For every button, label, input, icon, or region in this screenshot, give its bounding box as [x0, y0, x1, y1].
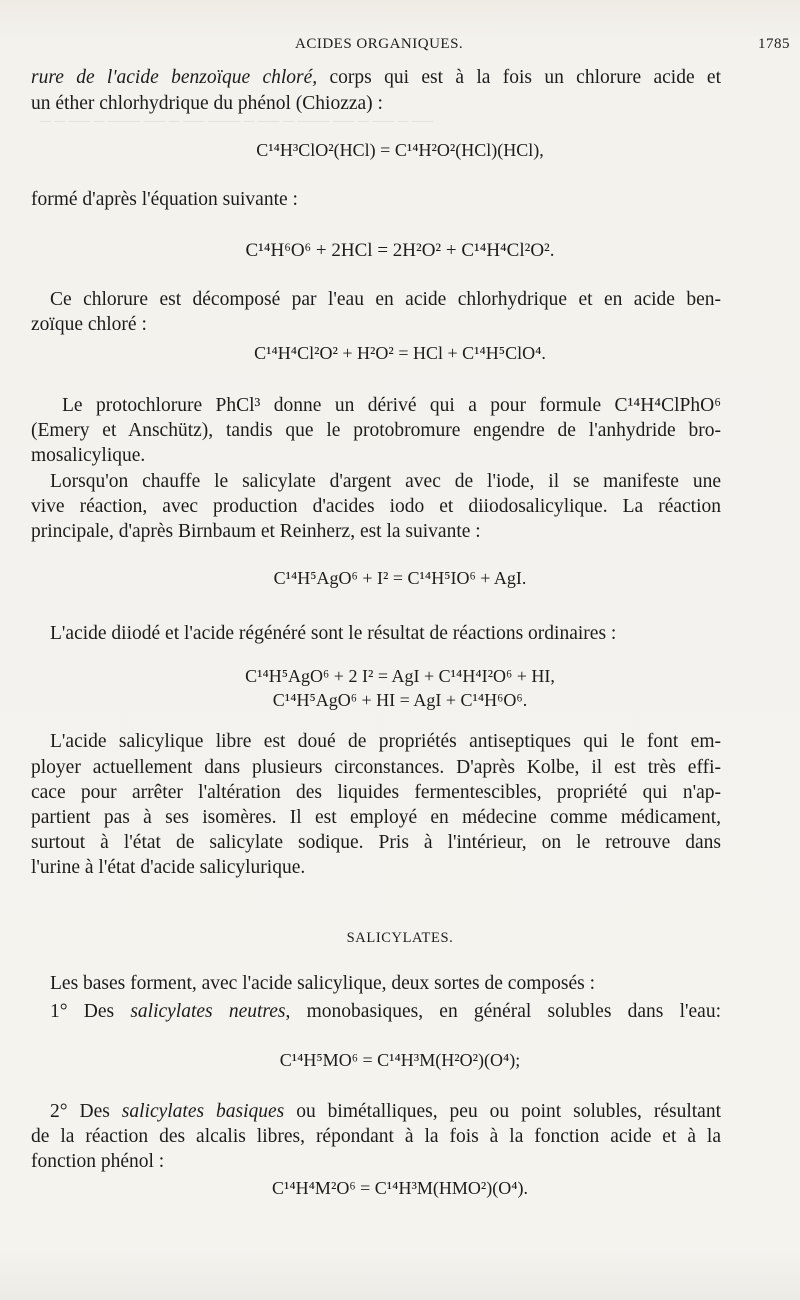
paragraph-line: (Emery et Anschütz), tandis que le protobromure engendre de l'anhydride bro-: [31, 420, 721, 441]
running-title: ACIDES ORGANIQUES.: [295, 36, 464, 52]
equation: C¹⁴H⁴M²O⁶ = C¹⁴H³M(HMO²)(O⁴).: [271, 1178, 528, 1198]
paragraph-line: fonction phénol :: [31, 1151, 165, 1172]
paragraph-line: zoïque chloré :: [31, 314, 147, 335]
paragraph-line: formé d'après l'équation suivante :: [31, 189, 298, 210]
equation: C¹⁴H⁶O⁶ + 2HCl = 2H²O² + C¹⁴H⁴Cl²O².: [245, 240, 555, 261]
section-title: SALICYLATES.: [346, 930, 454, 946]
page-number: 1785: [758, 36, 790, 52]
paragraph-line: Ce chlorure est décomposé par l'eau en acide chlorhydrique et en acide ben-: [50, 289, 721, 310]
paragraph-line: partient pas à ses isomères. Il est employé en médecine comme médicament,: [31, 807, 721, 828]
paragraph-line: Les bases forment, avec l'acide salicylique, deux sortes de composés :: [50, 973, 596, 994]
paragraph-line: principale, d'après Birnbaum et Reinherz, est la suivante :: [31, 521, 481, 542]
paragraph-line: 2° Des salicylates basiques ou bimétalliques, peu ou point solubles, résultant: [50, 1101, 721, 1122]
equation: C¹⁴H⁵AgO⁶ + HI = AgI + C¹⁴H⁶O⁶.: [272, 690, 528, 710]
equation: C¹⁴H³ClO²(HCl) = C¹⁴H²O²(HCl)(HCl),: [256, 140, 544, 160]
paragraph-line: L'acide salicylique libre est doué de propriétés antiseptiques qui le font em-: [50, 731, 721, 752]
paragraph-line: Le protochlorure PhCl³ donne un dérivé qui a pour formule C¹⁴H⁴ClPhO⁶: [62, 395, 721, 416]
paragraph-line: surtout à l'état de salicylate sodique. Pris à l'intérieur, on le retrouve dans: [31, 832, 721, 853]
paragraph-line: 1° Des salicylates neutres, monobasiques, en général solubles dans l'eau:: [50, 1001, 721, 1022]
equation: C¹⁴H⁴Cl²O² + H²O² = HCl + C¹⁴H⁵ClO⁴.: [254, 343, 546, 363]
paragraph-line: vive réaction, avec production d'acides iodo et diiodosalicylique. La réaction: [31, 496, 721, 517]
paragraph-line: Lorsqu'on chauffe le salicylate d'argent avec de l'iode, il se manifeste une: [50, 471, 721, 492]
paragraph-line: de la réaction des alcalis libres, répondant à la fois à la fonction acide et à la: [31, 1126, 721, 1147]
paragraph-line: ployer actuellement dans plusieurs circonstances. D'après Kolbe, il est très effi-: [31, 757, 721, 778]
equation: C¹⁴H⁵AgO⁶ + I² = C¹⁴H⁵IO⁶ + AgI.: [273, 568, 527, 588]
paragraph-line: rure de l'acide benzoïque chloré, corps qui est à la fois un chlorure acide et: [31, 67, 722, 88]
paragraph-line: un éther chlorhydrique du phénol (Chiozza) :: [31, 93, 383, 114]
paragraph-line: mosalicylique.: [31, 445, 146, 466]
paragraph-line: L'acide diiodé et l'acide régénéré sont le résultat de réactions ordinaires :: [50, 623, 617, 644]
equation: C¹⁴H⁵MO⁶ = C¹⁴H³M(H²O²)(O⁴);: [279, 1050, 521, 1070]
show-through-texture: ─ ─ ── ─ ─── ── ─ ── ─── ─ ── ─ ─── ── ─ ── ─ ──: [40, 114, 434, 130]
running-header: [30, 36, 790, 56]
equation: C¹⁴H⁵AgO⁶ + 2 I² = AgI + C¹⁴H⁴I²O⁶ + HI,: [245, 666, 555, 686]
paragraph-line: l'urine à l'état d'acide salicylurique.: [31, 857, 306, 878]
paragraph-line: cace pour arrêter l'altération des liquides fermentescibles, propriété qui n'ap-: [31, 782, 721, 803]
